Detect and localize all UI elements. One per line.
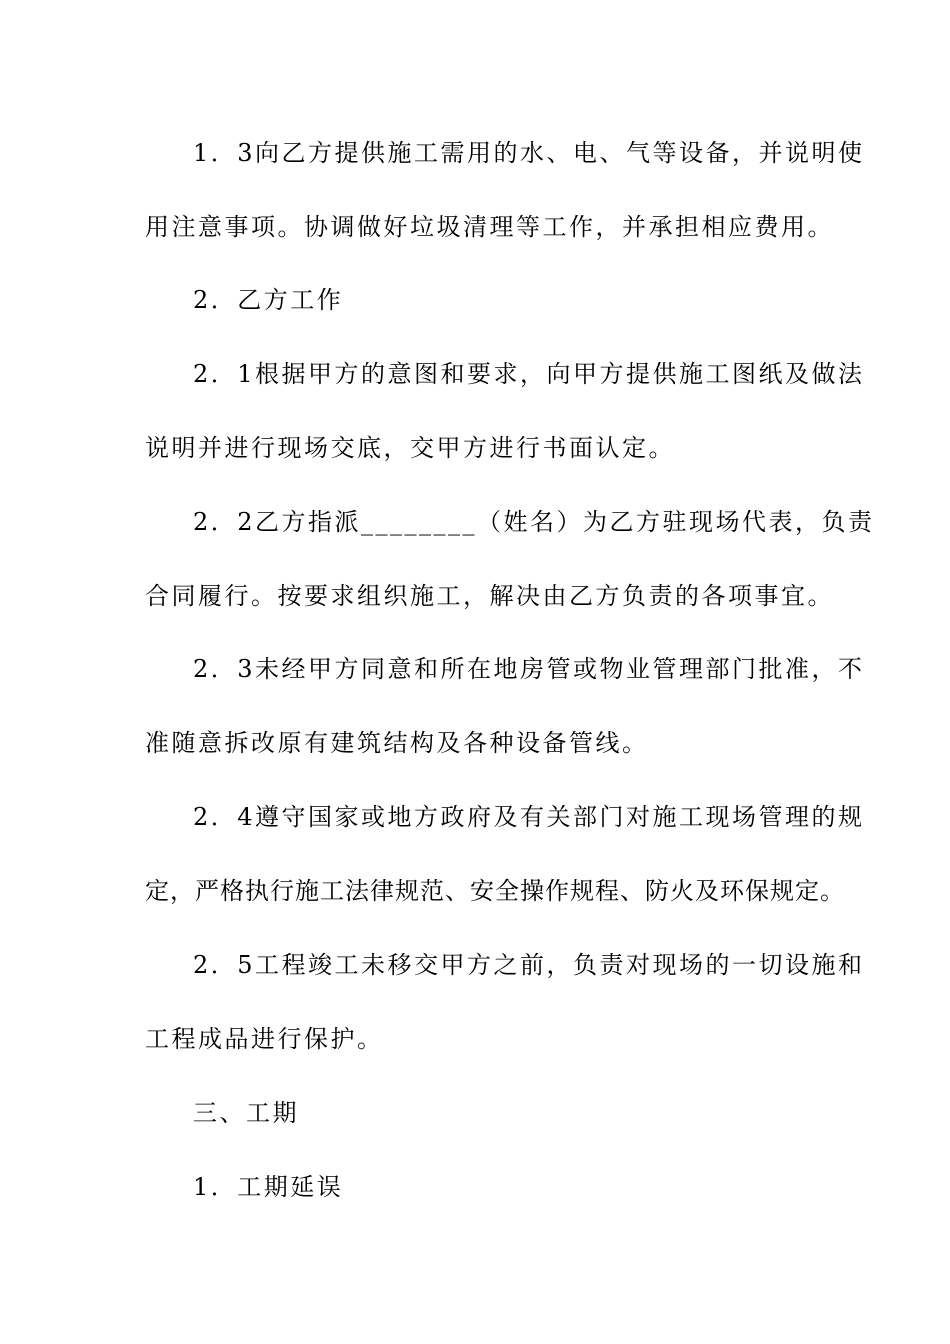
paragraph-line: 2．2乙方指派________（姓名）为乙方驻现场代表，负责 [193, 508, 875, 536]
paragraph-line: 1．3向乙方提供施工需用的水、电、气等设备，并说明使 [193, 139, 865, 167]
paragraph-line: 工程成品进行保护。 [145, 1025, 384, 1053]
section-heading: 2．乙方工作 [193, 286, 344, 314]
section-heading: 1．工期延误 [193, 1173, 344, 1201]
paragraph-line: 用注意事项。协调做好垃圾清理等工作，并承担相应费用。 [145, 213, 834, 241]
paragraph-line: 2．3未经甲方同意和所在地房管或物业管理部门批准，不 [193, 655, 865, 683]
section-heading: 三、工期 [193, 1099, 299, 1127]
paragraph-line: 2．4遵守国家或地方政府及有关部门对施工现场管理的规 [193, 803, 865, 831]
paragraph-line: 2．5工程竣工未移交甲方之前，负责对现场的一切设施和 [193, 951, 865, 979]
paragraph-line: 合同履行。按要求组织施工，解决由乙方负责的各项事宜。 [145, 582, 834, 610]
paragraph-line: 2．1根据甲方的意图和要求，向甲方提供施工图纸及做法 [193, 360, 865, 388]
paragraph-line: 准随意拆改原有建筑结构及各种设备管线。 [145, 729, 649, 757]
paragraph-line: 定，严格执行施工法律规范、安全操作规程、防火及环保规定。 [145, 877, 845, 905]
paragraph-line: 说明并进行现场交底，交甲方进行书面认定。 [145, 434, 675, 462]
